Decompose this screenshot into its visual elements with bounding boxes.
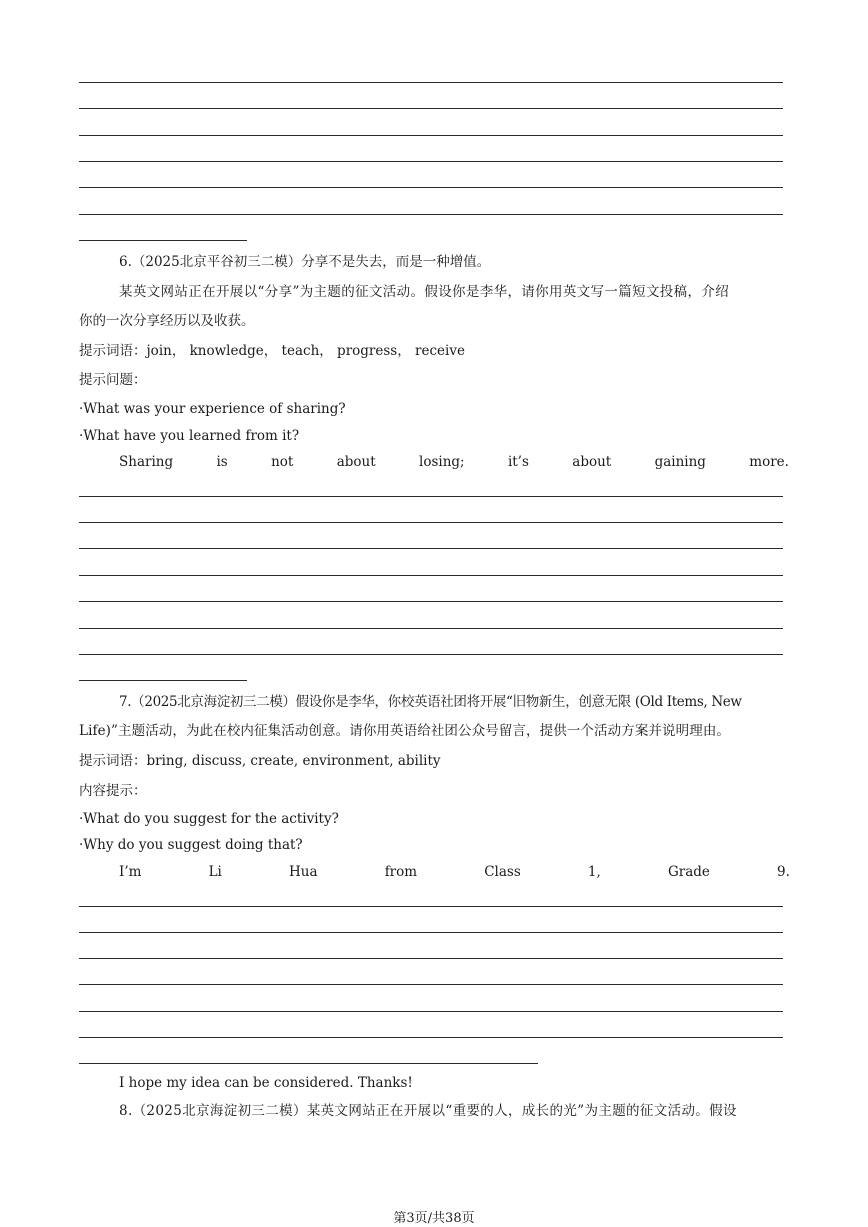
q6-prompt-line2: 你的一次分享经历以及收获。: [79, 313, 255, 329]
starter-word: it’s: [507, 454, 529, 470]
answer-line: [79, 906, 783, 907]
q7-content-label: 内容提示：: [79, 783, 147, 799]
answer-line: [79, 1037, 783, 1038]
starter-word: from: [384, 864, 418, 880]
answer-line: [79, 108, 783, 109]
starter-word: 9.: [777, 864, 790, 880]
answer-line-end: [79, 680, 247, 681]
q7-question-2: ·Why do you suggest doing that?: [79, 837, 303, 853]
starter-word: about: [336, 454, 376, 470]
answer-line: [79, 496, 783, 497]
q6-heading: 6.（2025北京平谷初三二模）分享不是失去，而是一种增值。: [119, 254, 491, 270]
answer-line: [79, 1011, 783, 1012]
starter-word: Hua: [289, 864, 318, 880]
answer-line: [79, 187, 783, 188]
q6-prompt-line1: 某英文网站正在开展以“分享”为主题的征文活动。假设你是李华，请你用英文写一篇短文投稿，介绍: [119, 284, 730, 300]
q6-starter-sentence: [119, 452, 789, 472]
answer-line: [79, 161, 783, 162]
starter-word: more.: [749, 454, 789, 470]
answer-line: [79, 135, 783, 136]
q7-starter-sentence: [119, 862, 790, 882]
starter-word: about: [572, 454, 612, 470]
starter-word: is: [216, 454, 228, 470]
q6-question-2: ·What have you learned from it?: [79, 428, 300, 444]
starter-word: Sharing: [119, 454, 174, 470]
starter-word: gaining: [654, 454, 706, 470]
answer-line: [79, 932, 783, 933]
q6-question-1: ·What was your experience of sharing?: [79, 401, 346, 417]
starter-word: Class: [484, 864, 521, 880]
starter-word: not: [271, 454, 294, 470]
starter-word: Grade: [667, 864, 710, 880]
answer-line: [79, 214, 783, 215]
starter-word: 1,: [587, 864, 601, 880]
answer-line: [79, 654, 783, 655]
answer-line: [79, 575, 783, 576]
q7-question-1: ·What do you suggest for the activity?: [79, 811, 339, 827]
q7-closing: I hope my idea can be considered. Thanks!: [119, 1075, 413, 1091]
starter-word: Li: [208, 864, 222, 880]
q7-hint-words: 提示词语：bring, discuss, create, environment, ability: [79, 753, 441, 769]
answer-line: [79, 548, 783, 549]
starter-word: losing;: [419, 454, 465, 470]
answer-line: [79, 522, 783, 523]
answer-line: [79, 984, 783, 985]
starter-word: I’m: [119, 864, 142, 880]
q8-line1: 8.（2025北京海淀初三二模）某英文网站正在开展以“重要的人，成长的光”为主题的征文活动。假设: [119, 1103, 737, 1119]
q6-hint-questions-label: 提示问题：: [79, 372, 147, 388]
answer-line-end: [79, 1063, 538, 1064]
answer-line-end: [79, 240, 247, 241]
answer-line: [79, 958, 783, 959]
page-number: 第3页/共38页: [393, 1211, 475, 1226]
q6-hint-words: 提示词语：join， knowledge， teach， progress， receive: [79, 343, 465, 359]
answer-line: [79, 601, 783, 602]
q7-line1: 7.（2025北京海淀初三二模）假设你是李华，你校英语社团将开展“旧物新生，创意无限 (Old Items, New: [119, 694, 742, 710]
answer-line: [79, 628, 783, 629]
q7-line2: Life)”主题活动，为此在校内征集活动创意。请你用英语给社团公众号留言，提供一个活动方案并说明理由。: [79, 723, 731, 739]
answer-line: [79, 82, 783, 83]
